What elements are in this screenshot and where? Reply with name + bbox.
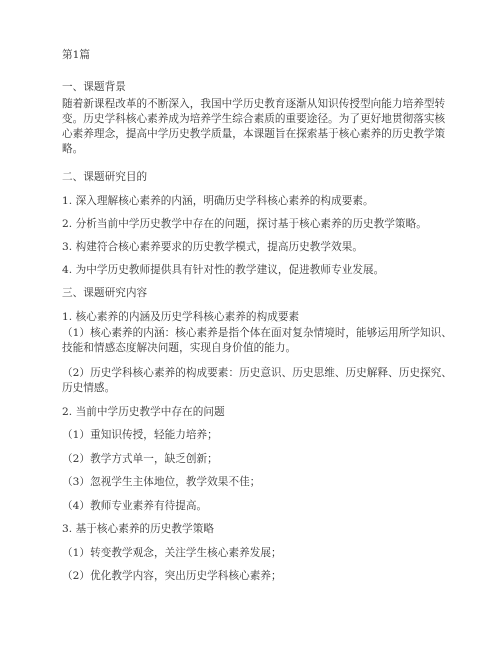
paragraph-line: 历史情感。 <box>62 382 116 394</box>
section-heading-background: 一、课题背景 <box>62 81 126 93</box>
purpose-item: 2. 分析当前中学历史教学中存在的问题，探讨基于核心素养的历史教学策略。 <box>62 218 427 230</box>
paragraph-line: 变。历史学科核心素养成为培养学生综合素质的重要途径。为了更好地贯彻落实核 <box>62 113 446 125</box>
problem-item: （2）教学方式单一，缺乏创新； <box>62 453 218 465</box>
problem-item: （3）忽视学生主体地位，教学效果不佳； <box>62 476 261 488</box>
paragraph-line: 略。 <box>62 143 84 155</box>
subsection-heading-3: 3. 基于核心素养的历史教学策略 <box>62 523 214 535</box>
purpose-item: 4. 为中学历史教师提供具有针对性的教学建议，促进教师专业发展。 <box>62 264 385 276</box>
section-heading-content: 三、课题研究内容 <box>62 287 148 299</box>
section-heading-purpose: 二、课题研究目的 <box>62 171 148 183</box>
part-label: 第1篇 <box>62 49 91 61</box>
paragraph-line: 心素养理念，提高中学历史教学质量，本课题旨在探索基于核心素养的历史教学策 <box>62 128 446 140</box>
problem-item: （1）重知识传授，轻能力培养； <box>62 429 218 441</box>
paragraph-line: （2）历史学科核心素养的构成要素：历史意识、历史思维、历史解释、历史探究、 <box>62 367 452 379</box>
paragraph-line: （1）核心素养的内涵：核心素养是指个体在面对复杂情境时，能够运用所学知识、 <box>62 327 452 339</box>
purpose-item: 3. 构建符合核心素养要求的历史教学模式，提高历史教学效果。 <box>62 241 364 253</box>
strategy-item: （2）优化教学内容，突出历史学科核心素养； <box>62 570 282 582</box>
strategy-item: （1）转变教学观念，关注学生核心素养发展； <box>62 547 282 559</box>
purpose-item: 1. 深入理解核心素养的内涵，明确历史学科核心素养的构成要素。 <box>62 195 374 207</box>
problem-item: （4）教师专业素养有待提高。 <box>62 500 208 512</box>
background-paragraph <box>62 97 447 157</box>
paragraph-line: 随着新课程改革的不断深入，我国中学历史教育逐渐从知识传授型向能力培养型转 <box>62 98 446 110</box>
core-literacy-definition <box>62 326 452 356</box>
subsection-heading-2: 2. 当前中学历史教学中存在的问题 <box>62 406 225 418</box>
core-literacy-elements <box>62 366 452 396</box>
paragraph-line: 技能和情感态度解决问题，实现自身价值的能力。 <box>62 342 297 354</box>
subsection-heading-1: 1. 核心素养的内涵及历史学科核心素养的构成要素 <box>62 311 300 323</box>
